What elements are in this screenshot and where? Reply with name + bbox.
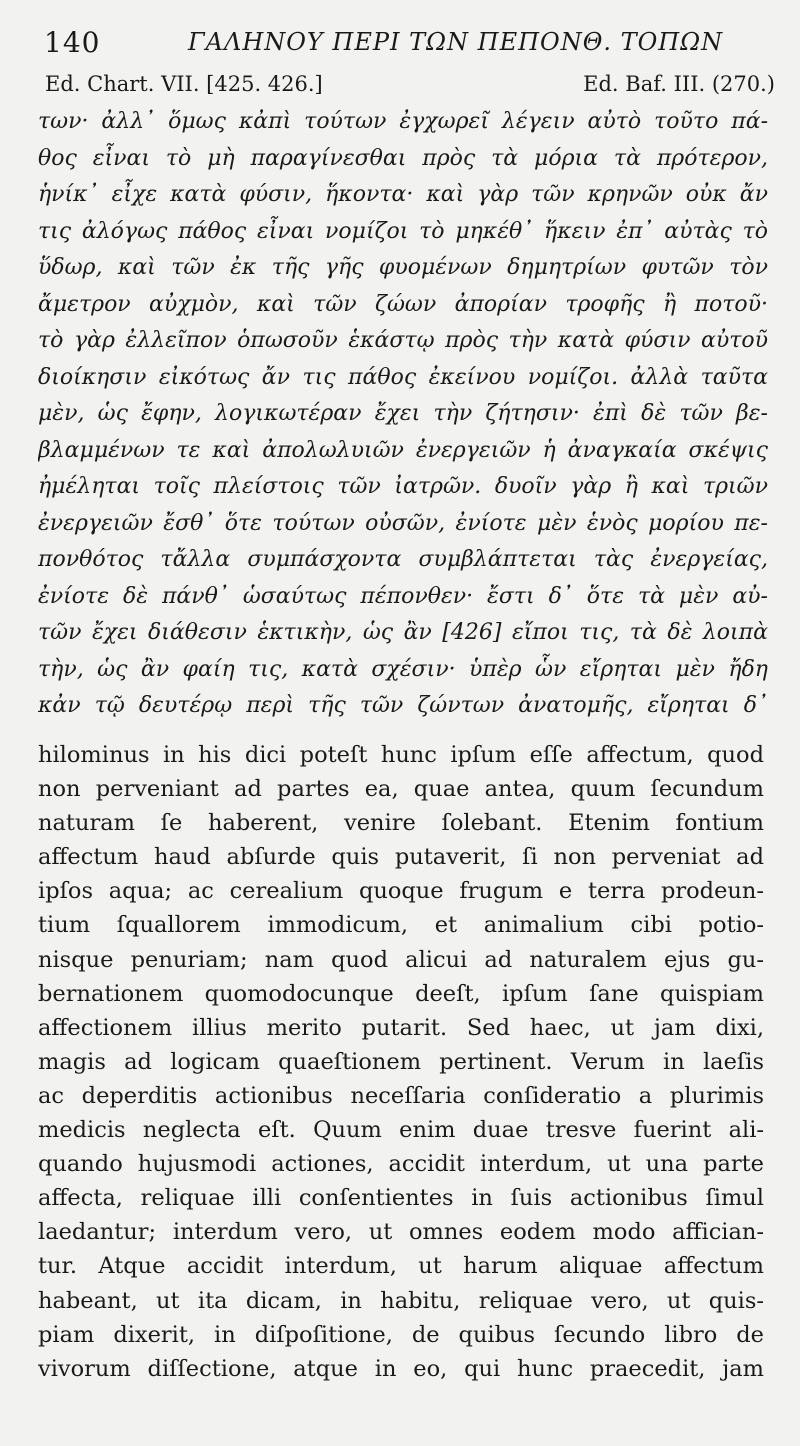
latin-text-line: nisque penuriam; nam quod alicui ad naturalem ejus gu-	[38, 946, 764, 973]
running-title: ΓΑΛΗΝΟΥ ΠΕΡΙ ΤΩΝ ΠΕΠΟΝΘ. ΤΟΠΩΝ	[188, 28, 724, 56]
edition-reference-line	[45, 72, 775, 100]
greek-text-line: διοίκησιν εἰκότως ἄν τις πάθος ἐκείνου νομίζοι. ἀλλὰ ταῦτα	[38, 364, 768, 390]
page-number: 140	[44, 26, 101, 59]
latin-text-line: affectionem illius merito putarit. Sed haec, ut jam dixi,	[38, 1014, 764, 1041]
greek-text-line: των· ἀλλ᾽ ὅμως κἀπὶ τούτων ἐγχωρεῖ λέγειν αὐτὸ τοῦτο πά-	[38, 109, 768, 134]
latin-text-line: vivorum diſſectione, atque in eo, qui hunc praecedit, jam	[38, 1355, 764, 1382]
latin-text-line: tur. Atque accidit interdum, ut harum aliquae affectum	[38, 1253, 764, 1280]
greek-text-line: κἀν τῷ δευτέρῳ περὶ τῆς τῶν ζώντων ἀνατομῆς, εἴρηται δ᾽	[38, 693, 768, 718]
greek-text-line: τις ἀλόγως πάθος εἶναι νομίζοι τὸ μηκέθ᾽ ἥκειν ἐπ᾽ αὐτὰς τὸ	[38, 218, 768, 244]
latin-text-line: ipſos aqua; ac cerealium quoque frugum e terra prodeun-	[38, 878, 764, 905]
latin-text-line: medicis neglecta eſt. Quum enim duae tresve fuerint ali-	[38, 1117, 764, 1144]
latin-text-line: non perveniant ad partes ea, quae antea, quum ſecundum	[38, 776, 764, 803]
greek-text-line: ἐνίοτε δὲ πάνθ᾽ ὡσαύτως πέπονθεν· ἔστι δ᾽ ὅτε τὰ μὲν αὐ-	[38, 583, 768, 609]
greek-text-line: τῶν ἔχει διάθεσιν ἑκτικὴν, ὡς ἂν [426] εἴποι τις, τὰ δὲ λοιπὰ	[38, 620, 768, 645]
latin-text-block	[38, 738, 764, 1386]
greek-text-line: τὸ γὰρ ἐλλεῖπον ὁπωσοῦν ἑκάστῳ πρὸς τὴν κατὰ φύσιν αὐτοῦ	[38, 328, 768, 353]
greek-text-line: βλαμμένων τε καὶ ἀπολωλυιῶν ἐνεργειῶν ἡ ἀναγκαία σκέψις	[38, 437, 768, 463]
latin-text-line: piam dixerit, in diſpoſitione, de quibus ſecundo libro de	[38, 1321, 764, 1348]
greek-text-line: θος εἶναι τὸ μὴ παραγίνεσθαι πρὸς τὰ μόρια τὰ πρότερον,	[38, 145, 768, 171]
latin-text-line: affectum haud abſurde quis putaverit, ſi non perveniat ad	[38, 844, 764, 871]
greek-text-line: ἐνεργειῶν ἔσθ᾽ ὅτε τούτων οὐσῶν, ἐνίοτε μὲν ἑνὸς μορίου πε-	[38, 510, 768, 536]
latin-text-line: bernationem quomodocunque deeſt, ipſum ſane quispiam	[38, 980, 764, 1007]
greek-text-line: τὴν, ὡς ἂν φαίη τις, κατὰ σχέσιν· ὑπὲρ ὧν εἴρηται μὲν ἤδη	[38, 656, 768, 682]
greek-text-line: πονθότος τἄλλα συμπάσχοντα συμβλάπτεται τὰς ἐνεργείας,	[38, 547, 768, 572]
edition-reference-right: Ed. Baf. III. (270.)	[583, 72, 775, 96]
latin-text-line: ac deperditis actionibus neceſſaria conſideratio a plurimis	[38, 1082, 764, 1109]
latin-text-line: quando hujusmodi actiones, accidit interdum, ut una parte	[38, 1151, 764, 1178]
greek-text-line: ἡνίκ᾽ εἶχε κατὰ φύσιν, ἥκοντα· καὶ γὰρ τῶν κρηνῶν οὐκ ἄν	[38, 182, 768, 207]
latin-text-line: naturam ſe haberent, venire ſolebant. Etenim fontium	[38, 810, 764, 837]
edition-reference-left: Ed. Chart. VII. [425. 426.]	[45, 72, 323, 96]
latin-text-line: habeant, ut ita dicam, in habitu, reliquae vero, ut quis-	[38, 1287, 764, 1314]
greek-text-line: ὕδωρ, καὶ τῶν ἐκ τῆς γῆς φυομένων δημητρίων φυτῶν τὸν	[38, 255, 768, 280]
latin-text-line: hilominus in his dici poteſt hunc ipſum eſſe affectum, quod	[38, 742, 764, 768]
latin-text-line: magis ad logicam quaeſtionem pertinent. Verum in laeſis	[38, 1048, 764, 1075]
latin-text-line: laedantur; interdum vero, ut omnes eodem modo affician-	[38, 1219, 764, 1246]
latin-text-line: tium ſquallorem immodicum, et animalium cibi potio-	[38, 912, 764, 939]
page-header	[40, 26, 780, 62]
latin-text-line: affecta, reliquae illi conſentientes in ſuis actionibus ſimul	[38, 1185, 764, 1212]
greek-text-line: ἄμετρον αὐχμὸν, καὶ τῶν ζώων ἀπορίαν τροφῆς ἢ ποτοῦ·	[38, 291, 768, 317]
greek-text-line: ἠμέληται τοῖς πλείστοις τῶν ἰατρῶν. δυοῖν γὰρ ἢ καὶ τριῶν	[38, 474, 768, 499]
greek-text-line: μὲν, ὡς ἔφην, λογικωτέραν ἔχει τὴν ζήτησιν· ἐπὶ δὲ τῶν βε-	[38, 401, 768, 426]
greek-text-block	[38, 104, 768, 725]
